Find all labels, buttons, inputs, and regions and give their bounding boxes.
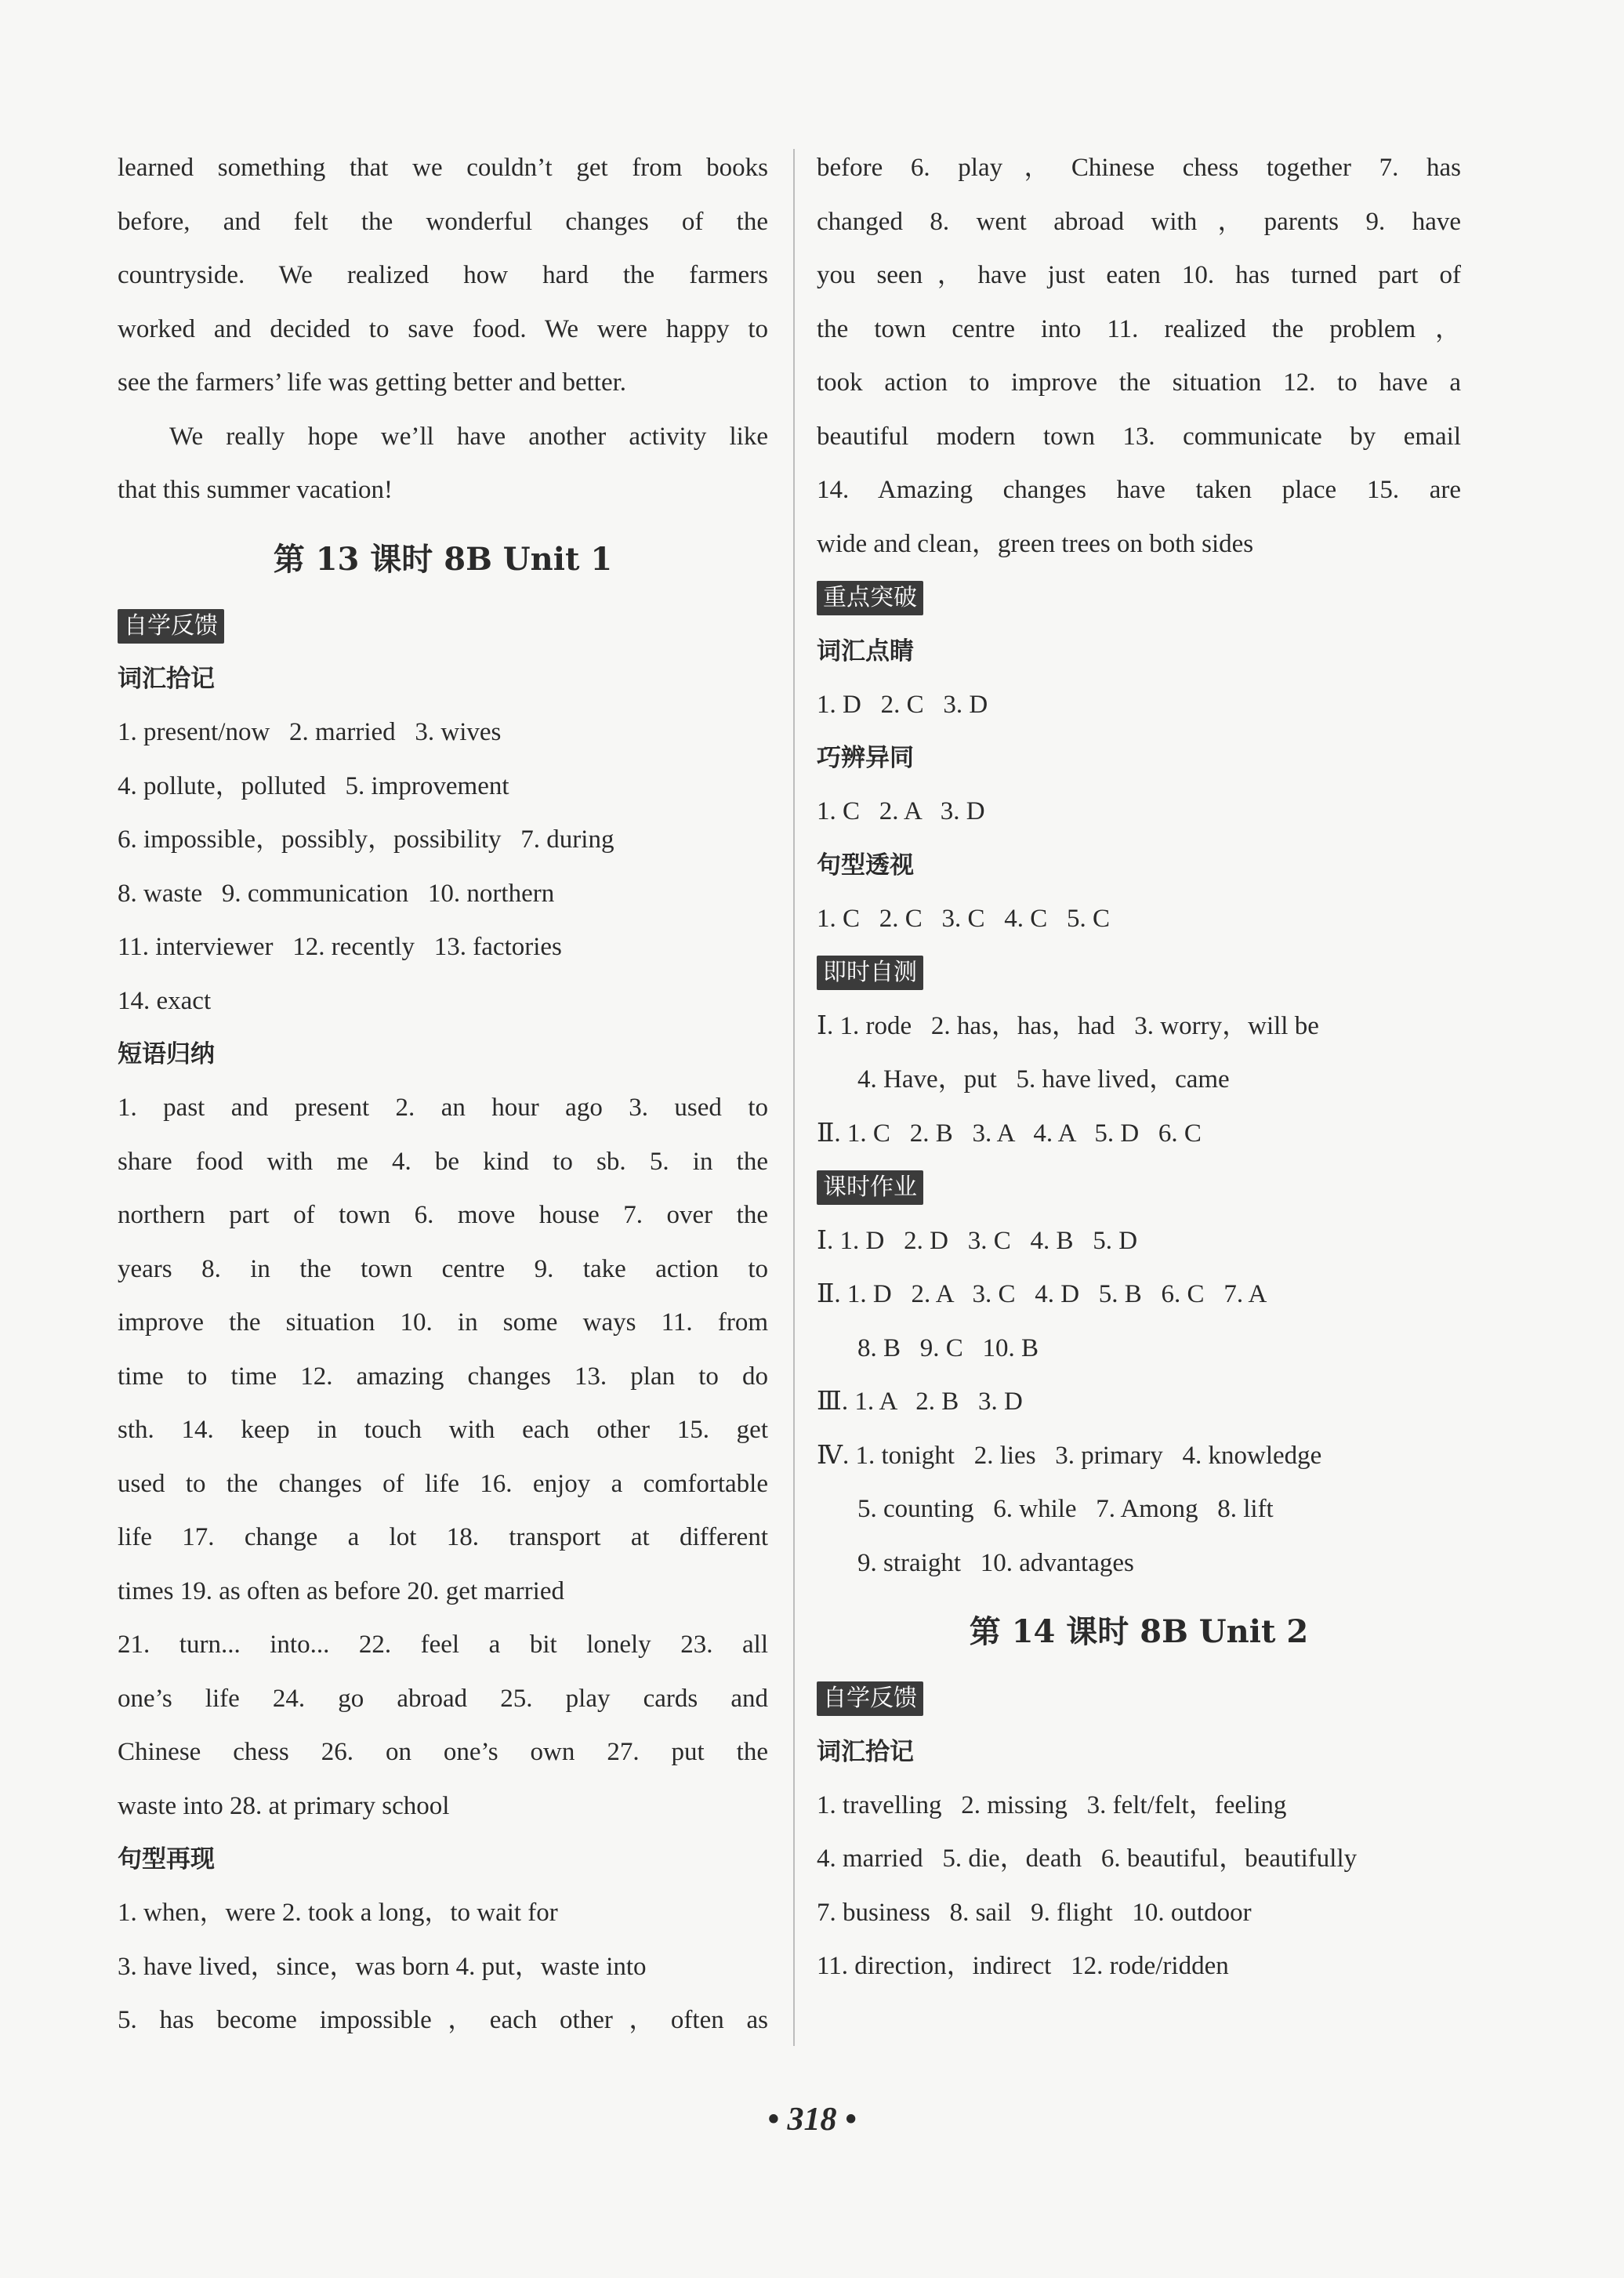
text-line: We really hope we’ll have another activity like xyxy=(169,422,768,451)
continued-answers xyxy=(817,141,1461,571)
answer-line: life 17. change a lot 18. transport at different xyxy=(118,1523,768,1551)
answer-line: 8. waste 9. communication 10. northern xyxy=(118,879,555,908)
answer-line: Ⅳ. 1. tonight 2. lies 3. primary 4. knowledge xyxy=(817,1441,1322,1470)
answer-line: 5. has become impossible，each other，often as xyxy=(118,2006,768,2034)
duanyu-answers xyxy=(118,1081,768,1833)
answer-line: wide and clean，green trees on both sides xyxy=(817,529,1254,558)
juxing-answers xyxy=(118,1886,768,2048)
subheading-duanyu: 短语归纳 xyxy=(118,1040,215,1068)
answer-line: Ⅱ. 1. D 2. A 3. C 4. D 5. B 6. C 7. A xyxy=(817,1280,1267,1308)
text-line: learned something that we couldn’t get from books xyxy=(118,154,768,182)
answer-line: used to the changes of life 16. enjoy a comfortable xyxy=(118,1469,768,1498)
text-line: worked and decided to save food. We were happy to xyxy=(118,314,768,343)
answer-line: 11. direction，indirect 12. rode/ridden xyxy=(817,1952,1229,1980)
answer-line: 4. pollute，polluted 5. improvement xyxy=(118,771,509,800)
subheading-juxing-toushi: 句型透视 xyxy=(817,851,914,880)
section-tag-zixue-2: 自学反馈 xyxy=(817,1681,923,1716)
answer-line: changed 8. went abroad with，parents 9. have xyxy=(817,207,1461,236)
answer-line: 7. business 8. sail 9. flight 10. outdoor xyxy=(817,1898,1252,1927)
subheading-cihui-2: 词汇拾记 xyxy=(817,1737,914,1766)
answer-line: 5. counting 6. while 7. Among 8. lift xyxy=(857,1495,1274,1523)
answer-line: sth. 14. keep in touch with each other 15. get xyxy=(118,1416,768,1444)
answer-line: 1. when，were 2. took a long，to wait for xyxy=(118,1899,558,1927)
jishi-answers xyxy=(817,999,1461,1161)
left-column xyxy=(118,141,768,2048)
answer-line: the town centre into 11. realized the problem， xyxy=(817,314,1461,343)
answer-line: 1. travelling 2. missing 3. felt/felt，feeling xyxy=(817,1790,1287,1819)
answer-line: 14. exact xyxy=(118,986,212,1015)
text-line: see the farmers’ life was getting better and better. xyxy=(118,368,627,397)
closing-paragraph xyxy=(118,410,768,517)
text-line: that this summer vacation! xyxy=(118,476,393,504)
answer-line: 1. past and present 2. an hour ago 3. used to xyxy=(118,1094,768,1122)
subheading-cihui-dianjing: 词汇点睛 xyxy=(817,637,914,666)
section-tag-zixue: 自学反馈 xyxy=(118,609,224,644)
answer-line: 1. D 2. C 3. D xyxy=(817,690,988,719)
section-tag-jishi: 即时自测 xyxy=(817,956,923,990)
keshi-answers xyxy=(817,1214,1461,1591)
answer-line: 21. turn... into... 22. feel a bit lonely 23. all xyxy=(118,1631,768,1659)
answer-line: 1. C 2. C 3. C 4. C 5. C xyxy=(817,904,1111,933)
section-tag-keshi: 课时作业 xyxy=(817,1170,923,1205)
answer-line: 8. B 9. C 10. B xyxy=(857,1333,1039,1362)
answer-line: Ⅲ. 1. A 2. B 3. D xyxy=(817,1387,1023,1416)
answer-line: beautiful modern town 13. communicate by email xyxy=(817,422,1461,451)
cihui-answers xyxy=(118,706,768,1028)
answer-line: Chinese chess 26. on one’s own 27. put the xyxy=(118,1738,768,1766)
answer-line: took action to improve the situation 12. to have a xyxy=(817,368,1461,397)
text-line: countryside. We realized how hard the farmers xyxy=(118,261,768,289)
answer-line: improve the situation 10. in some ways 11. from xyxy=(118,1308,768,1337)
subheading-cihui: 词汇拾记 xyxy=(118,665,215,693)
cihui2-answers xyxy=(817,1779,1461,1993)
intro-paragraph xyxy=(118,141,768,410)
answer-line: 9. straight 10. advantages xyxy=(857,1548,1134,1577)
answer-line: years 8. in the town centre 9. take action to xyxy=(118,1254,768,1283)
answer-line: Ⅰ. 1. D 2. D 3. C 4. B 5. D xyxy=(817,1226,1138,1255)
answer-line: Ⅱ. 1. C 2. B 3. A 4. A 5. D 6. C xyxy=(817,1119,1202,1148)
answer-line: times 19. as often as before 20. get married xyxy=(118,1576,564,1605)
answer-line: waste into 28. at primary school xyxy=(118,1791,450,1820)
right-column xyxy=(817,141,1461,1993)
lesson-14-title: 第 14 课时 8B Unit 2 xyxy=(969,1613,1309,1650)
answer-line: before 6. play，Chinese chess together 7. has xyxy=(817,154,1461,182)
answer-line: you seen，have just eaten 10. has turned part of xyxy=(817,261,1461,289)
answer-line: 4. married 5. die，death 6. beautiful，beautifully xyxy=(817,1845,1358,1873)
answer-line: one’s life 24. go abroad 25. play cards and xyxy=(118,1684,768,1713)
answer-line: share food with me 4. be kind to sb. 5. in the xyxy=(118,1147,768,1176)
section-tag-zhongdian: 重点突破 xyxy=(817,581,923,615)
answer-line: 11. interviewer 12. recently 13. factories xyxy=(118,933,562,961)
answer-line: Ⅰ. 1. rode 2. has，has，had 3. worry，will be xyxy=(817,1011,1319,1040)
subheading-juxing: 句型再现 xyxy=(118,1845,215,1874)
answer-line: northern part of town 6. move house 7. over the xyxy=(118,1201,768,1229)
answer-line: time to time 12. amazing changes 13. plan to do xyxy=(118,1362,768,1391)
page-number: • 318 • xyxy=(767,2102,857,2138)
answer-line: 4. Have，put 5. have lived，came xyxy=(857,1065,1230,1094)
answer-line: 14. Amazing changes have taken place 15. are xyxy=(817,476,1461,504)
answer-line: 6. impossible，possibly，possibility 7. during xyxy=(118,825,614,854)
text-line: before, and felt the wonderful changes of the xyxy=(118,207,768,236)
column-divider xyxy=(793,149,795,2046)
lesson-13-title: 第 13 课时 8B Unit 1 xyxy=(273,540,613,578)
answer-line: 1. present/now 2. married 3. wives xyxy=(118,718,502,746)
answer-line: 1. C 2. A 3. D xyxy=(817,797,985,825)
subheading-qiaobian: 巧辨异同 xyxy=(817,744,914,772)
answer-line: 3. have lived，since，was born 4. put，waste into xyxy=(118,1952,647,1981)
